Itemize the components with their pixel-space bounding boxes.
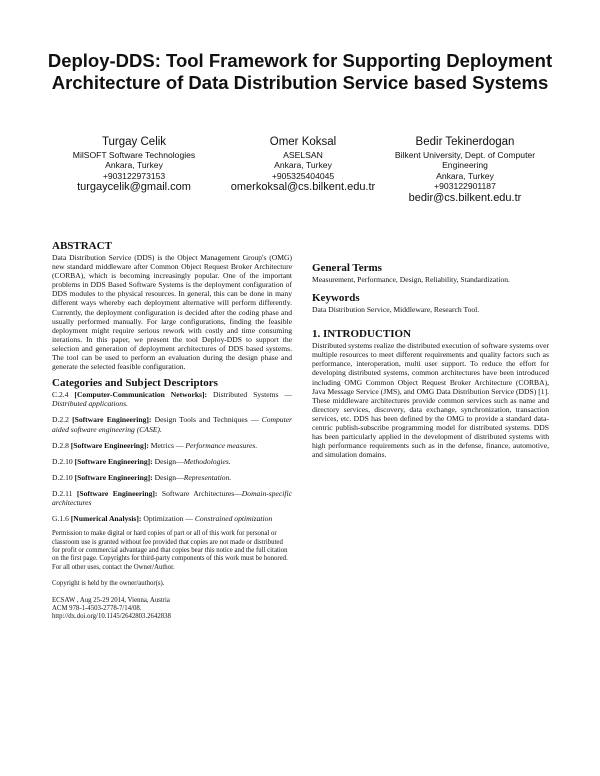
author-affiliation: Bilkent University, Dept. of Computer: [394, 150, 536, 160]
category-code: C.2.4: [52, 390, 69, 400]
author-affiliation: MilSOFT Software Technologies: [72, 150, 196, 160]
categories-list: [52, 390, 292, 523]
category-subject: Design Tools and Techniques —: [151, 415, 262, 425]
category-code: D.2.10: [52, 472, 73, 482]
categories-heading: Categories and Subject Descriptors: [52, 377, 218, 390]
category-subject: Design—: [152, 472, 184, 482]
category-subject: Optimization —: [141, 514, 195, 524]
category-subject: Design—: [152, 456, 184, 466]
conference-name: ECSAW , Aug 25-29 2014, Vienna, Austria: [52, 596, 170, 604]
category-descriptor: Representation.: [183, 472, 232, 482]
category-entry: [52, 473, 292, 482]
author-affiliation: ASELSAN: [283, 150, 323, 160]
paper-title: [40, 50, 560, 94]
category-subject: Metrics —: [148, 440, 186, 450]
author-name: Bedir Tekinerdogan: [415, 136, 515, 148]
author-phone: +903122901187: [434, 181, 496, 192]
category-subject: Distributed Systems —: [207, 390, 292, 400]
category-class: [Software Engineering]:: [74, 472, 153, 482]
category-descriptor: Constrained optimization: [194, 514, 273, 524]
keywords-text: Data Distribution Service, Middleware, Research Tool.: [312, 305, 480, 315]
author-email[interactable]: bedir@cs.bilkent.edu.tr: [408, 191, 522, 204]
copyright-notice: Copyright is held by the owner/author(s).: [52, 580, 165, 588]
category-class: [Software Engineering]:: [70, 440, 149, 450]
category-class: [Computer-Communication Networks]:: [74, 390, 208, 400]
category-entry: [52, 441, 292, 450]
category-code: D.2.2: [52, 415, 69, 425]
author-phone: +903122973153: [102, 170, 166, 181]
category-class: [Numerical Analysis]:: [70, 514, 142, 524]
author-block-3: [380, 135, 550, 205]
general-terms-heading: General Terms: [312, 262, 382, 274]
author-block-2: [218, 135, 388, 194]
category-descriptor: Domain-specific architectures: [52, 488, 292, 507]
category-subject: Software Architectures—: [157, 488, 242, 498]
author-email[interactable]: omerkoksal@cs.bilkent.edu.tr: [230, 181, 376, 194]
category-descriptor: Performance measures.: [185, 440, 258, 450]
author-location: Ankara, Turkey: [105, 160, 163, 171]
category-class: [Software Engineering]:: [76, 488, 158, 498]
abstract-heading: ABSTRACT: [52, 240, 112, 252]
category-descriptor: Methodologies.: [183, 456, 231, 466]
keywords-heading: Keywords: [312, 292, 360, 305]
title-line-2: Architecture of Data Distribution Service based Systems: [51, 72, 549, 93]
category-entry: [52, 390, 292, 408]
author-block-1: [52, 135, 216, 194]
left-column: [52, 240, 292, 622]
conference-isbn: ACM 978-1-4503-2778-7/14/08.: [52, 605, 142, 612]
category-descriptor: Distributed applications.: [52, 399, 128, 409]
category-code: D.2.11: [52, 488, 73, 498]
author-email[interactable]: turgaycelik@gmail.com: [77, 181, 191, 194]
category-code: G.1.6: [52, 514, 69, 524]
author-name: Turgay Celik: [101, 136, 167, 148]
category-entry: [52, 457, 292, 466]
author-affiliation-cont: Engineering: [442, 160, 488, 171]
abstract-text: Data Distribution Service (DDS) is the Object Management Group's (OMG) new standard middleware after Common Object Request Broker Architecture (CORBA), which is becoming increasingly popular. One of the important problems in DDS Based Software Systems is the deployment configuration of DDS modules to the physical resources. In general, this can be done in many different ways whereby each deployment alternative will perform differently. Currently, the deployment configuration is decided after the coding phase and usually performed manually. For large configurations, finding the feasible deployment might require serious rework with costly and time consuming iterations. In this paper, we present the tool Deploy-DDS to support the selection and generation of deployment architectures of DDS based systems. The tool can be used to perform an evaluation during the design phase and generate the selected feasible configuration.: [52, 253, 292, 372]
conference-doi[interactable]: http://dx.doi.org/10.1145/2642803.2642838: [52, 613, 171, 621]
introduction-text: Distributed systems realize the distributed execution of software systems over multiple resources to meet different requirements and quality factors such as performance, interoperation, multi user support. To reduce the effort for developing distributed systems, common architectures have been introduced including OMG Common Object Request Broker Architecture (CORBA), Java Message Service (JMS), and OMG Data Distribution Service (DDS) [1]. These middleware architectures provide common services such as name and directory services, discovery, data exchange, synchronization, transaction services, etc. DDS has been defined by the OMG to provide a standard data-centric publish-subscribe programming model for distributed systems. DDS has been particularly applied in the development of distributed systems with high performance requirements such as in the defense, finance, automotive, and simulation domains.: [312, 341, 549, 460]
right-column: [312, 262, 549, 459]
author-location: Ankara, Turkey: [274, 160, 332, 171]
author-location: Ankara, Turkey: [436, 170, 494, 181]
conference-info: [52, 597, 292, 622]
category-entry: [52, 514, 292, 523]
category-entry: [52, 489, 292, 507]
category-class: [Software Engineering]:: [74, 456, 153, 466]
category-code: D.2.8: [52, 440, 69, 450]
title-line-1: Deploy-DDS: Tool Framework for Supporting Deployment: [47, 50, 553, 71]
permission-notice: Permission to make digital or hard copies of part or all of this work for personal or classroom use is granted without fee provided that copies are not made or distributed for profit or commercial advantage and that copies bear this notice and the full citation on the first page. Copyrights for third-party components of this work must be honored. For all other uses, contact the Owner/Author.: [52, 530, 288, 571]
category-entry: [52, 415, 292, 433]
author-name: Omer Koksal: [269, 136, 337, 148]
category-class: [Software Engineering]:: [72, 415, 152, 425]
category-descriptor: Computer aided software engineering (CASE).: [52, 415, 292, 434]
author-phone: +905325404045: [271, 170, 335, 181]
introduction-heading: 1. INTRODUCTION: [312, 328, 412, 341]
general-terms-text: Measurement, Performance, Design, Reliability, Standardization.: [312, 275, 510, 284]
category-code: D.2.10: [52, 456, 73, 466]
